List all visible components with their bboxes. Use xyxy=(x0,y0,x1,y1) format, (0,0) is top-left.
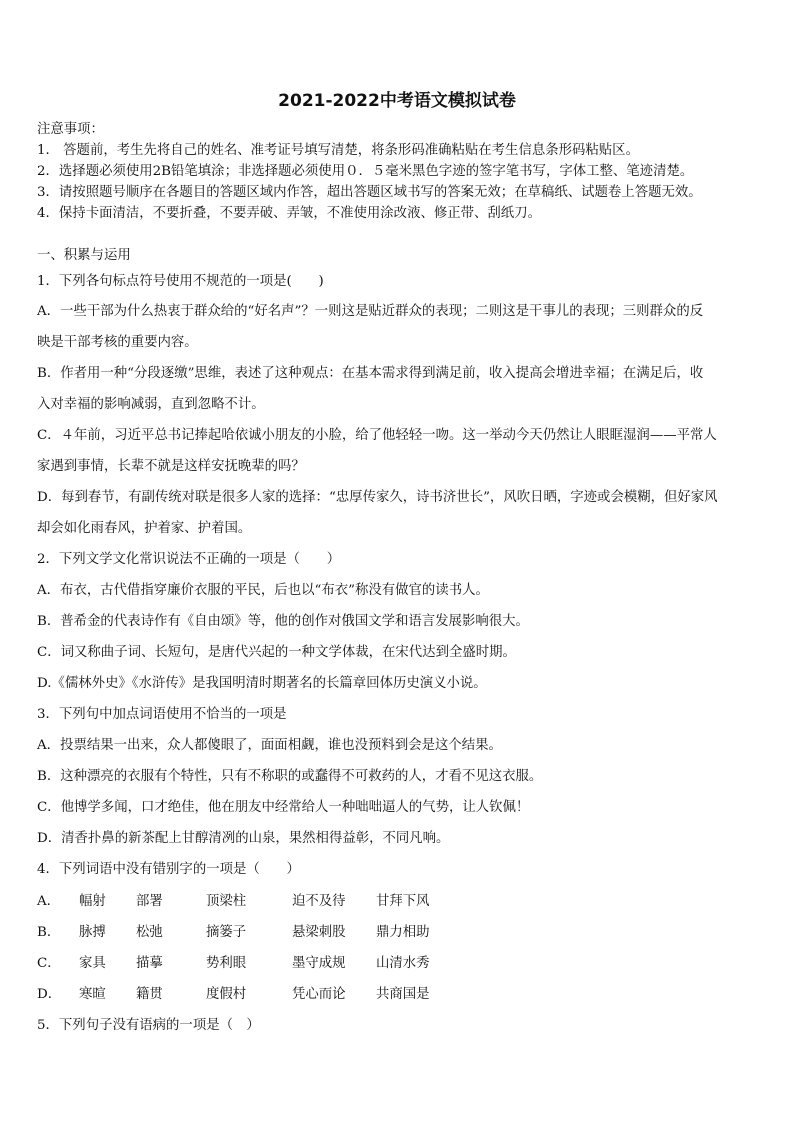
option-letter: A． xyxy=(37,894,61,909)
q2-stem: 2．下列文学文化常识说法不正确的一项是（ ） xyxy=(37,552,341,567)
notice-item-4: 4．保持卡面清洁，不要折叠，不要弄破、弄皱，不准使用涂改液、修正带、刮纸刀。 xyxy=(37,206,541,221)
q2-option-a: A．布衣，古代借指穿廉价衣服的平民，后也以“布衣”称没有做官的读书人。 xyxy=(37,583,489,598)
section-heading: 一、积累与运用 xyxy=(37,248,131,263)
option-letter: C． xyxy=(37,956,61,971)
q4-option-a xyxy=(37,893,466,911)
option-word: 幅射 xyxy=(79,894,106,909)
option-letter: B． xyxy=(37,925,61,940)
q2-option-b: B．普希金的代表诗作有《自由颂》等，他的创作对俄国文学和语言发展影响很大。 xyxy=(37,614,529,629)
option-word: 甘拜下风 xyxy=(376,894,430,909)
q1-option-c-line2: 家遇到事情，长辈不就是这样安抚晚辈的吗？ xyxy=(37,459,305,474)
option-word: 迫不及待 xyxy=(292,894,346,909)
option-word: 摘篓子 xyxy=(206,925,247,940)
q3-option-d: D．清香扑鼻的新茶配上甘醇清冽的山泉，果然相得益彰，不同凡响。 xyxy=(37,831,450,846)
q3-option-c: C．他博学多闻，口才绝佳，他在朋友中经常给人一种咄咄逼人的气势，让人钦佩！ xyxy=(37,800,530,815)
q3-stem: 3．下列句中加点词语使用不恰当的一项是 xyxy=(37,707,287,722)
q5-stem: 5．下列句子没有语病的一项是（ ） xyxy=(37,1018,260,1033)
option-letter: D． xyxy=(37,987,62,1002)
q4-stem: 4．下列词语中没有错别字的一项是（ ） xyxy=(37,862,300,877)
option-word: 部署 xyxy=(136,894,163,909)
q4-option-b xyxy=(37,924,466,942)
option-word: 籍贯 xyxy=(136,987,163,1002)
q1-option-b-line1: B．作者用一种“分段逐缴”思维，表述了这种观点：在基本需求得到满足前，收入提高会增进幸福；在满足后，收 xyxy=(37,366,704,381)
q1-option-c-line1: C．４年前，习近平总书记捧起哈依诚小朋友的小脸，给了他轻轻一吻。这一举动今天仍然让人眼眶湿润——平常人 xyxy=(37,428,717,443)
q1-option-d-line1: D．每到春节，有副传统对联是很多人家的选择：“忠厚传家久，诗书济世长”，风吹日晒，字迹或会模糊，但好家风 xyxy=(37,490,718,505)
option-word: 脉搏 xyxy=(79,925,106,940)
q1-option-a-line2: 映是干部考核的重要内容。 xyxy=(37,335,198,350)
option-word: 共商国是 xyxy=(376,987,430,1002)
q1-option-b-line2: 入对幸福的影响减弱，直到忽略不计。 xyxy=(37,397,265,412)
q1-stem: 1．下列各句标点符号使用不规范的一项是( ) xyxy=(37,274,324,289)
option-word: 悬梁刺股 xyxy=(292,925,346,940)
q3-option-a: A．投票结果一出来，众人都傻眼了，面面相觑，谁也没预料到会是这个结果。 xyxy=(37,738,502,753)
option-word: 顶梁柱 xyxy=(206,894,247,909)
notice-item-1: 1． 答题前，考生先将自己的姓名、准考证号填写清楚，将条形码准确粘贴在考生信息条形码粘贴区。 xyxy=(37,143,639,158)
q3-option-b: B．这种漂亮的衣服有个特性，只有不称职的或蠢得不可救药的人，才看不见这衣服。 xyxy=(37,769,543,784)
option-word: 松弛 xyxy=(136,925,163,940)
exam-title: 2021-2022中考语文模拟试卷 xyxy=(278,91,516,111)
notice-heading: 注意事项： xyxy=(37,122,104,137)
q4-option-c xyxy=(37,955,466,973)
option-word: 墨守成规 xyxy=(292,956,346,971)
q4-option-d xyxy=(37,986,466,1004)
option-word: 寒暄 xyxy=(79,987,106,1002)
q1-option-a-line1: A．一些干部为什么热衷于群众给的“好名声”？一则这是贴近群众的表现；二则这是干事儿的表现；三则群众的反 xyxy=(37,304,704,319)
notice-item-3: 3．请按照题号顺序在各题目的答题区域内作答，超出答题区域书写的答案无效；在草稿纸、试题卷上答题无效。 xyxy=(37,185,702,200)
option-word: 鼎力相助 xyxy=(376,925,430,940)
option-word: 度假村 xyxy=(206,987,247,1002)
option-word: 描摹 xyxy=(136,956,163,971)
option-word: 势利眼 xyxy=(206,956,247,971)
option-word: 家具 xyxy=(79,956,106,971)
option-word: 凭心而论 xyxy=(292,987,346,1002)
q1-option-d-line2: 却会如化雨春风，护着家、护着国。 xyxy=(37,521,252,536)
q2-option-c: C．词又称曲子词、长短句，是唐代兴起的一种文学体裁，在宋代达到全盛时期。 xyxy=(37,645,516,660)
option-word: 山清水秀 xyxy=(376,956,430,971)
q2-option-d: D.《儒林外史》《水浒传》是我国明清时期著名的长篇章回体历史演义小说。 xyxy=(37,676,487,691)
notice-item-2: 2．选择题必须使用2B铅笔填涂；非选择题必须使用０．５毫米黑色字迹的签字笔书写，字体工整、笔迹清楚。 xyxy=(37,164,694,179)
